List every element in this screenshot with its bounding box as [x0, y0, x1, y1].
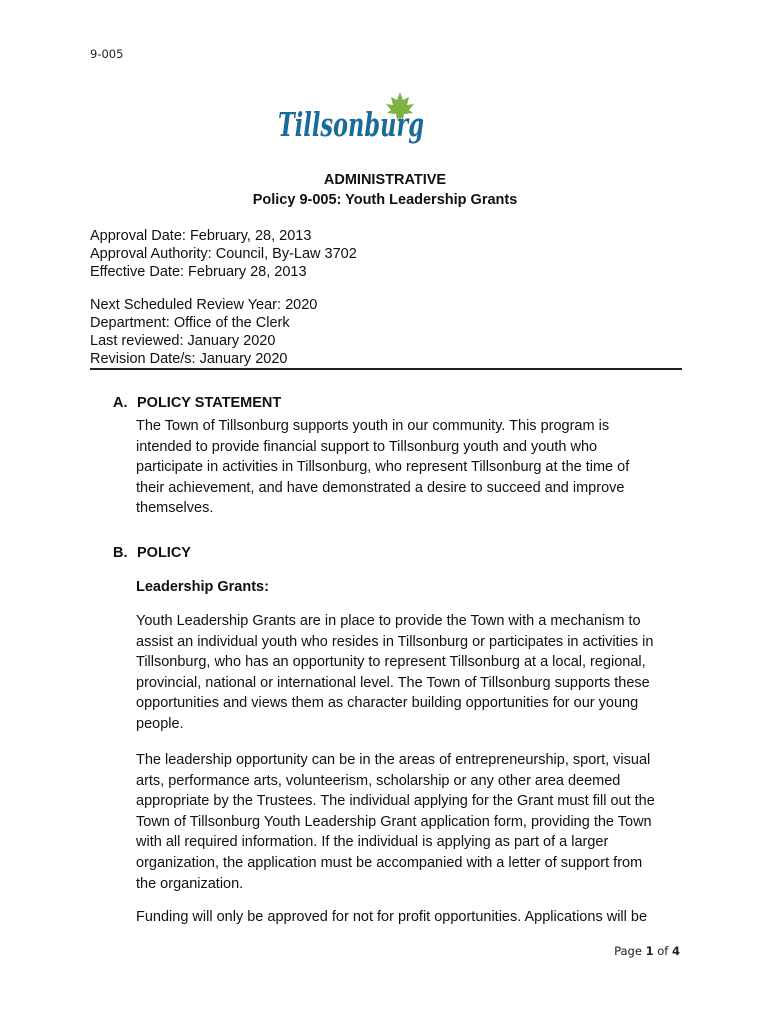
paragraph-line: opportunities and views them as character building opportunities for our young: [136, 695, 639, 712]
paragraph-line: assist an individual youth who resides in Tillsonburg or participates in activities in: [136, 633, 654, 650]
page-total: 4: [671, 944, 680, 958]
department: Department: Office of the Clerk: [90, 315, 290, 331]
grants-paragraph-3: [136, 907, 682, 928]
revision-dates: Revision Date/s: January 2020: [90, 351, 288, 367]
paragraph-line: themselves.: [136, 500, 214, 517]
paragraph-line: The leadership opportunity can be in the areas of entrepreneurship, sport, visual: [136, 752, 651, 768]
leadership-grants-subheading: Leadership Grants:: [136, 579, 269, 595]
approval-date: Approval Date: February, 28, 2013: [90, 228, 312, 244]
section-a-title: POLICY STATEMENT: [137, 395, 282, 411]
approval-authority: Approval Authority: Council, By-Law 3702: [90, 246, 357, 262]
paragraph-line: Youth Leadership Grants are in place to provide the Town with a mechanism to: [136, 613, 641, 629]
section-b-title: POLICY: [137, 545, 191, 561]
header-divider: [90, 368, 682, 370]
review-info: [90, 296, 317, 368]
section-b-letter: B.: [113, 545, 128, 561]
paragraph-line: intended to provide financial support to Tillsonburg youth and youth who: [136, 438, 598, 455]
tillsonburg-logo: [276, 90, 436, 156]
page-current: 1: [645, 944, 654, 958]
paragraph-line: appropriate by the Trustees. The individual applying for the Grant must fill out the: [136, 793, 655, 810]
paragraph-line: The Town of Tillsonburg supports youth in our community. This program is: [136, 418, 610, 434]
effective-date: Effective Date: February 28, 2013: [90, 264, 307, 280]
last-reviewed: Last reviewed: January 2020: [90, 333, 276, 349]
page-of: of: [657, 944, 669, 958]
paragraph-line: people.: [136, 715, 184, 732]
page-number: [614, 944, 680, 958]
grants-paragraph-1: [136, 611, 682, 735]
paragraph-line: their achievement, and have demonstrated a desire to succeed and improve: [136, 479, 625, 496]
paragraph-line: provincial, national or international level. The Town of Tillsonburg supports these: [136, 674, 650, 691]
section-a-heading: [113, 393, 281, 413]
page-word: Page: [614, 944, 642, 958]
paragraph-line: Tillsonburg, who has an opportunity to represent Tillsonburg at a local, regional,: [136, 654, 646, 671]
document-code: 9-005: [90, 47, 124, 61]
paragraph-line: Funding will only be approved for not for profit opportunities. Applications will be: [136, 909, 648, 925]
paragraph-line: organization, the application must be accompanied with a letter of support from: [136, 854, 643, 871]
grants-paragraph-2: [136, 750, 682, 894]
title-policy: Policy 9-005: Youth Leadership Grants: [252, 192, 518, 208]
paragraph-line: Town of Tillsonburg Youth Leadership Grant application form, providing the Town: [136, 813, 652, 830]
next-review-year: Next Scheduled Review Year: 2020: [90, 297, 318, 313]
section-a-letter: A.: [113, 395, 128, 411]
paragraph-line: participate in activities in Tillsonburg, who represent Tillsonburg at the time of: [136, 459, 630, 476]
paragraph-line: the organization.: [136, 875, 244, 892]
paragraph-line: with all required information. If the individual is applying as part of a larger: [136, 834, 609, 851]
document-title: [90, 170, 680, 210]
section-b-heading: [113, 543, 191, 563]
approval-info: [90, 227, 357, 281]
paragraph-line: arts, performance arts, volunteerism, scholarship or any other area deemed: [136, 772, 621, 789]
logo-wordmark: Tillsonburg: [278, 105, 424, 144]
policy-statement-paragraph: [136, 416, 682, 519]
title-category: ADMINISTRATIVE: [323, 172, 447, 188]
